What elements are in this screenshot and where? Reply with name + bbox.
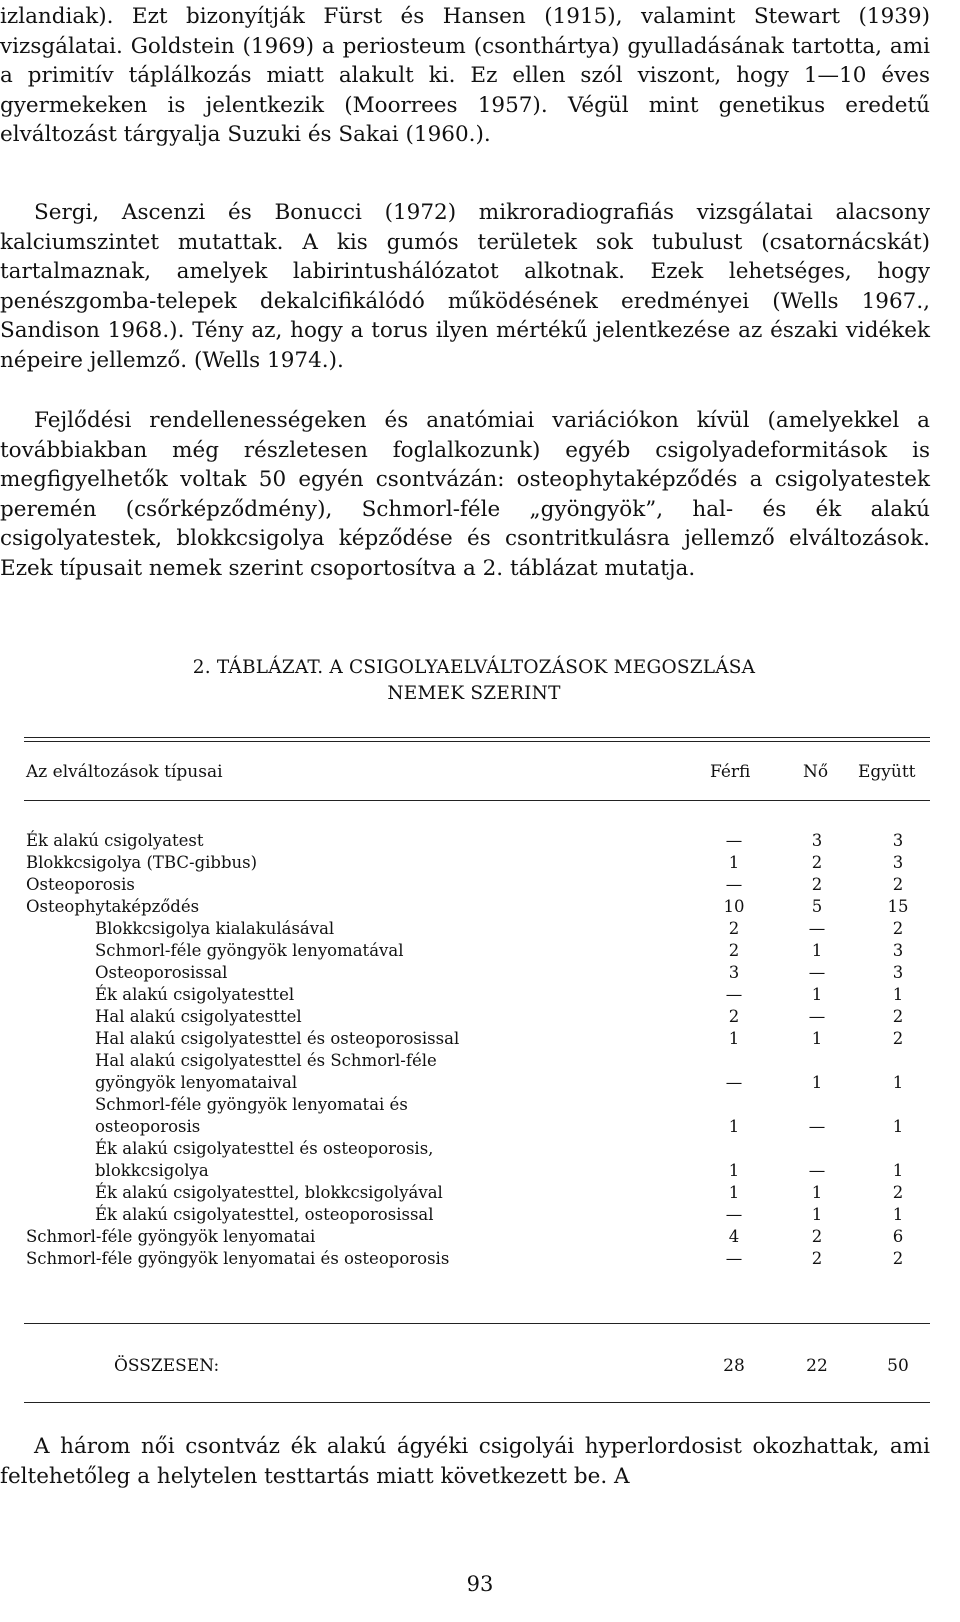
table-bottom-rule [24,1402,930,1403]
row-male: 1 [728,1183,740,1202]
table-row [0,1138,960,1159]
table-row [0,874,960,895]
row-label: Ék alakú csigolyatesttel és osteoporosis, [95,1139,434,1158]
row-female: 1 [811,1029,823,1048]
row-total: 3 [892,853,904,872]
header-type: Az elváltozások típusai [26,762,223,782]
table-row [0,918,960,939]
row-total: 2 [892,1249,904,1268]
table-row [0,1160,960,1181]
total-male: 28 [723,1356,745,1376]
header-male: Férfi [710,762,751,782]
row-female: — [808,919,826,938]
table-row [0,984,960,1005]
paragraph-sergi [0,198,930,375]
row-label: Blokkcsigolya (TBC-gibbus) [26,853,258,872]
paragraph-bottom [0,1432,930,1491]
row-label: Osteoporosis [26,875,135,894]
row-total: 3 [892,941,904,960]
row-female: 1 [811,1183,823,1202]
row-male: 1 [728,853,740,872]
header-female: Nő [803,762,829,782]
row-label: Hal alakú csigolyatesttel [95,1007,302,1026]
row-total: 1 [892,1205,904,1224]
total-female: 22 [806,1356,828,1376]
table-top-rule-double [24,741,930,742]
row-female: — [808,963,826,982]
row-total: 2 [892,919,904,938]
row-total: 2 [892,875,904,894]
paragraph-fejlodesi [0,406,930,583]
paragraph-bottom-text: A három női csontváz ék alakú ágyéki csigolyái hyperlordosist okozhattak, ami feltehetőleg a helytelen testtartás miatt következett be. A [0,1434,930,1489]
row-male: 4 [728,1227,740,1246]
row-female: 1 [811,1205,823,1224]
table-row [0,1028,960,1049]
header-total: Együtt [858,762,916,782]
row-female: 5 [811,897,823,916]
total-row [0,1354,960,1378]
row-total: 2 [892,1007,904,1026]
total-total: 50 [887,1356,909,1376]
total-label: ÖSSZESEN: [114,1356,220,1376]
paragraph-sergi-text: Sergi, Ascenzi és Bonucci (1972) mikroradiografiás vizsgálatai alacsony kalciumszintet mutattak. A kis gumós területek sok tubulust (csatornácskát) tartalmaznak, amelyek labirintushálózatot alkotnak. Ezek lehetséges, hogy penészgomba-telepek dekalcifikálódó működésének eredményei (Wells 1967., Sandison 1968.). Tény az, hogy a torus ilyen mértékű jelentkezése az északi vidékek népeire jellemző. (Wells 1974.). [0,200,930,373]
row-label: gyöngyök lenyomataival [95,1073,298,1092]
row-male: — [725,1249,743,1268]
row-female: — [808,1007,826,1026]
row-male: 10 [723,897,745,916]
row-female: 2 [811,853,823,872]
table-row [0,1050,960,1071]
table-row [0,1182,960,1203]
row-total: 2 [892,1029,904,1048]
table-row [0,852,960,873]
row-total: 6 [892,1227,904,1246]
table-caption-line2: NEMEK SZERINT [387,683,561,704]
row-female: — [808,1161,826,1180]
row-female: 2 [811,1227,823,1246]
row-label: Ék alakú csigolyatesttel, blokkcsigolyával [95,1183,443,1202]
table-row [0,1116,960,1137]
row-label: Schmorl-féle gyöngyök lenyomatai és [95,1095,408,1114]
row-total: 1 [892,1161,904,1180]
table-row [0,962,960,983]
page-number: 93 [466,1572,494,1596]
paragraph-fejlodesi-text: Fejlődési rendellenességeken és anatómiai variációkon kívül (amelyekkel a továbbiakban még részletesen foglalkozunk) egyéb csigolyadeformitások is megfigyelhetők voltak 50 egyén csontvázán: osteophytaképződés a csigolyatestek peremén (csőrképződmény), Schmorl-féle „gyöngyök”, hal- és ék alakú csigolyatestek, blokkcsigolya képződése és csontritkulásra jellemző elváltozások. Ezek típusait nemek szerint csoportosítva a 2. táblázat mutatja. [0,408,930,581]
row-total: 1 [892,1073,904,1092]
row-label: blokkcsigolya [95,1161,209,1180]
row-total: 2 [892,1183,904,1202]
row-male: — [725,875,743,894]
row-female: 1 [811,941,823,960]
header-rule [24,800,930,801]
row-label: Blokkcsigolya kialakulásával [95,919,335,938]
row-total: 3 [892,963,904,982]
table-row [0,1072,960,1093]
row-label: Hal alakú csigolyatesttel és osteoporosissal [95,1029,460,1048]
row-label: Osteophytaképződés [26,897,200,916]
row-male: 1 [728,1161,740,1180]
row-male: 1 [728,1117,740,1136]
row-label: Schmorl-féle gyöngyök lenyomatai [26,1227,316,1246]
table-row [0,896,960,917]
row-total: 15 [887,897,909,916]
table-row [0,940,960,961]
row-male: — [725,985,743,1004]
row-female: 3 [811,831,823,850]
row-label: Osteoporosissal [95,963,228,982]
table-row [0,1226,960,1247]
row-male: — [725,1073,743,1092]
body-bottom-rule [24,1323,930,1324]
row-label: Ék alakú csigolyatest [26,831,204,850]
table-caption-line1: 2. TÁBLÁZAT. A CSIGOLYAELVÁLTOZÁSOK MEGOSZLÁSA [192,657,756,678]
table-row [0,1094,960,1115]
row-total: 3 [892,831,904,850]
table-row [0,1204,960,1225]
row-label: Hal alakú csigolyatesttel és Schmorl-féle [95,1051,437,1070]
row-male: 1 [728,1029,740,1048]
table-row [0,830,960,851]
row-label: osteoporosis [95,1117,201,1136]
row-total: 1 [892,1117,904,1136]
row-male: — [725,1205,743,1224]
row-male: — [725,831,743,850]
table-row [0,1006,960,1027]
row-label: Ék alakú csigolyatesttel, osteoporosissal [95,1205,434,1224]
row-male: 2 [728,941,740,960]
row-female: — [808,1117,826,1136]
row-male: 2 [728,1007,740,1026]
row-label: Ék alakú csigolyatesttel [95,985,295,1004]
row-total: 1 [892,985,904,1004]
row-male: 2 [728,919,740,938]
row-label: Schmorl-féle gyöngyök lenyomatával [95,941,404,960]
row-female: 2 [811,1249,823,1268]
row-female: 2 [811,875,823,894]
row-label: Schmorl-féle gyöngyök lenyomatai és osteoporosis [26,1249,450,1268]
row-male: 3 [728,963,740,982]
table-row [0,1248,960,1269]
row-female: 1 [811,985,823,1004]
table-top-rule [24,737,930,738]
paragraph-top: izlandiak). Ezt bizonyítják Fürst és Hansen (1915), valamint Stewart (1939) vizsgálatai. Goldstein (1969) a periosteum (csonthártya) gyulladásának tartotta, ami a primitív táplálkozás miatt alakult ki. Ez ellen szól viszont, hogy 1—10 éves gyermekeken is jelentkezik (Moorrees 1957). Végül mint genetikus eredetű elváltozást tárgyalja Suzuki és Sakai (1960.). [0,4,930,147]
row-female: 1 [811,1073,823,1092]
